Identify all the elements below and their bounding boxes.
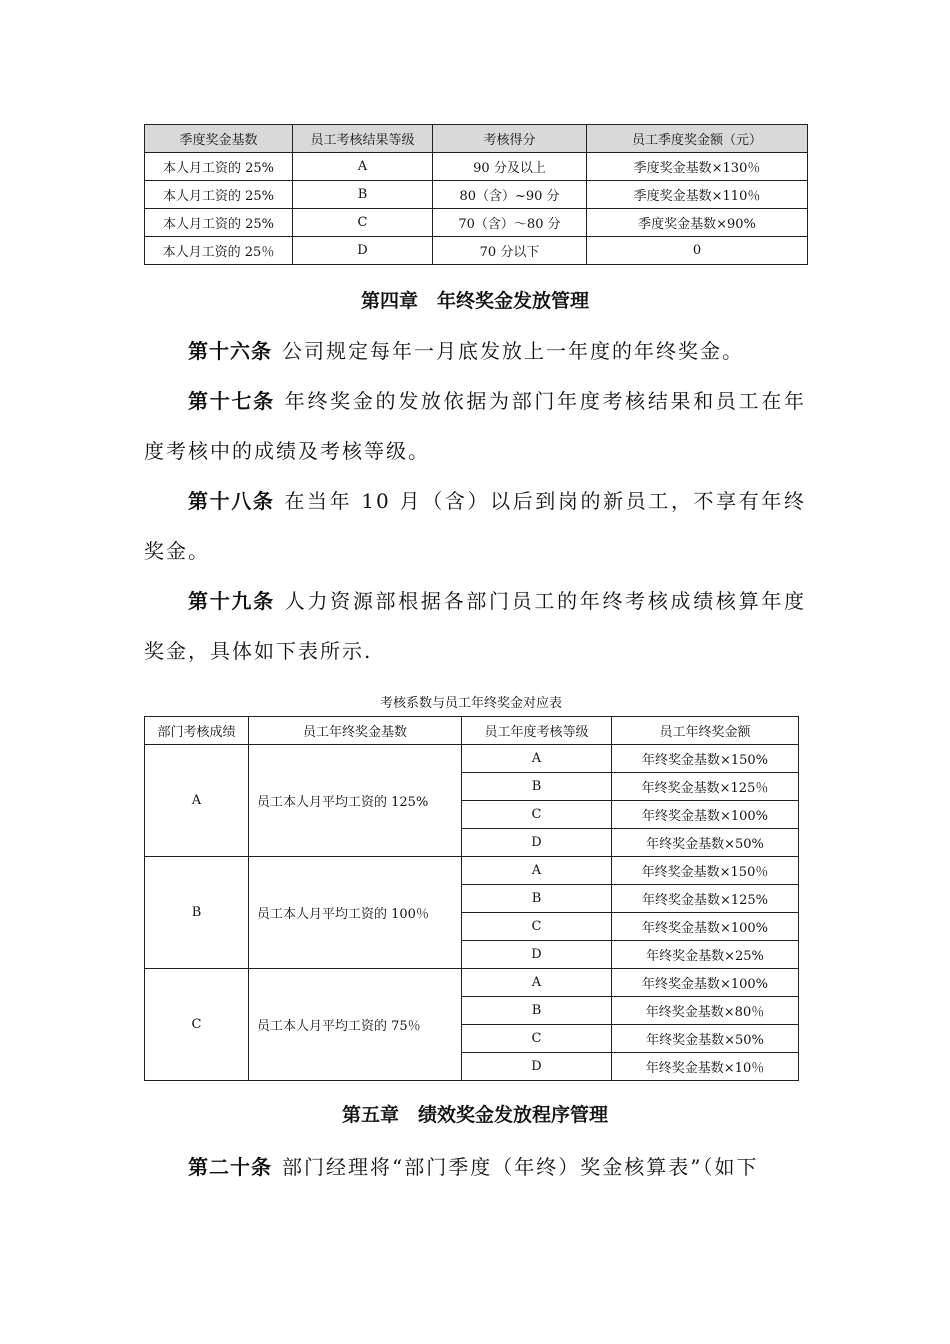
article-text: 公司规定每年一月底发放上一年度的年终奖金。: [282, 339, 744, 363]
article-label: 第十九条: [188, 589, 275, 613]
chapter-4-heading: 第四章 年终奖金发放管理: [360, 290, 589, 312]
table-cell: D: [293, 237, 433, 265]
article-text: 部门经理将“部门季度（年终）奖金核算表”（如下: [282, 1155, 759, 1179]
bonus-base-cell: 员工本人月平均工资的 75％: [249, 969, 462, 1081]
table-header-cell: 部门考核成绩: [145, 717, 249, 745]
table-header-row: [145, 125, 808, 153]
table-cell: 季度奖金基数×130％: [587, 153, 808, 181]
table-row: [145, 969, 799, 997]
table-cell: 年终奖金基数×100%: [612, 913, 799, 941]
table-cell: D: [462, 941, 612, 969]
table-row: [145, 237, 808, 265]
table-cell: 本人月工资的 25%: [145, 181, 293, 209]
table-cell: B: [462, 997, 612, 1025]
table-cell: 年终奖金基数×80％: [612, 997, 799, 1025]
article-text: 人力资源部根据各部门员工的年终考核成绩核算年度奖金，具体如下表所示.: [144, 589, 807, 663]
table-caption: 考核系数与员工年终奖金对应表: [379, 696, 562, 711]
article-19: [144, 576, 806, 676]
table-header-cell: 季度奖金基数: [145, 125, 293, 153]
table-cell: 70（含）～80 分: [433, 209, 587, 237]
article-label: 第十六条: [188, 339, 272, 363]
table-header-cell: 员工年度考核等级: [462, 717, 612, 745]
table-cell: 本人月工资的 25%: [145, 209, 293, 237]
article-18: [144, 476, 806, 576]
quarterly-bonus-table: [144, 124, 808, 265]
table-cell: 年终奖金基数×50%: [612, 829, 799, 857]
bonus-base-cell: 员工本人月平均工资的 125%: [249, 745, 462, 857]
table-cell: B: [462, 773, 612, 801]
table-cell: A: [462, 969, 612, 997]
table-row: [145, 153, 808, 181]
table-cell: 年终奖金基数×10％: [612, 1053, 799, 1081]
table-cell: 年终奖金基数×100%: [612, 801, 799, 829]
table-cell: C: [462, 801, 612, 829]
table-header-cell: 员工年终奖金额: [612, 717, 799, 745]
table-cell: 年终奖金基数×50%: [612, 1025, 799, 1053]
dept-grade-cell: A: [145, 745, 249, 857]
article-16: [144, 326, 806, 376]
dept-grade-cell: B: [145, 857, 249, 969]
table-cell: D: [462, 1053, 612, 1081]
table-cell: C: [462, 913, 612, 941]
table-header-cell: 员工考核结果等级: [293, 125, 433, 153]
table-header-cell: 考核得分: [433, 125, 587, 153]
article-label: 第十八条: [188, 489, 275, 513]
table-cell: 年终奖金基数×150%: [612, 745, 799, 773]
table-cell: 季度奖金基数×110％: [587, 181, 808, 209]
table-cell: 年终奖金基数×150％: [612, 857, 799, 885]
table-header-cell: 员工季度奖金额（元）: [587, 125, 808, 153]
table-cell: 季度奖金基数×90%: [587, 209, 808, 237]
bonus-base-cell: 员工本人月平均工资的 100％: [249, 857, 462, 969]
article-label: 第十七条: [188, 389, 275, 413]
article-17: [144, 376, 806, 476]
article-20: [144, 1142, 806, 1192]
article-label: 第二十条: [188, 1155, 272, 1179]
table-cell: A: [462, 745, 612, 773]
table-cell: 70 分以下: [433, 237, 587, 265]
table-cell: A: [462, 857, 612, 885]
article-text: 年终奖金的发放依据为部门年度考核结果和员工在年度考核中的成绩及考核等级。: [144, 389, 807, 463]
table-cell: A: [293, 153, 433, 181]
chapter-5-heading: 第五章 绩效奖金发放程序管理: [341, 1104, 608, 1126]
table-cell: 本人月工资的 25%: [145, 153, 293, 181]
table-header-cell: 员工年终奖金基数: [249, 717, 462, 745]
article-text: 在当年 10 月（含）以后到岗的新员工，不享有年终奖金。: [144, 489, 806, 563]
table-cell: 本人月工资的 25％: [145, 237, 293, 265]
table-row: [145, 745, 799, 773]
table-row: [145, 181, 808, 209]
table-cell: 0: [587, 237, 808, 265]
table-row: [145, 209, 808, 237]
table-cell: 年终奖金基数×25%: [612, 941, 799, 969]
table-cell: 年终奖金基数×100%: [612, 969, 799, 997]
table-cell: B: [462, 885, 612, 913]
dept-grade-cell: C: [145, 969, 249, 1081]
table-cell: 年终奖金基数×125％: [612, 773, 799, 801]
table-cell: D: [462, 829, 612, 857]
table-cell: C: [293, 209, 433, 237]
table-cell: B: [293, 181, 433, 209]
table-cell: 90 分及以上: [433, 153, 587, 181]
table-row: [145, 857, 799, 885]
table-header-row: [145, 717, 799, 745]
table-cell: 80（含）~90 分: [433, 181, 587, 209]
annual-bonus-table: [144, 716, 799, 1081]
table-cell: 年终奖金基数×125%: [612, 885, 799, 913]
table-cell: C: [462, 1025, 612, 1053]
